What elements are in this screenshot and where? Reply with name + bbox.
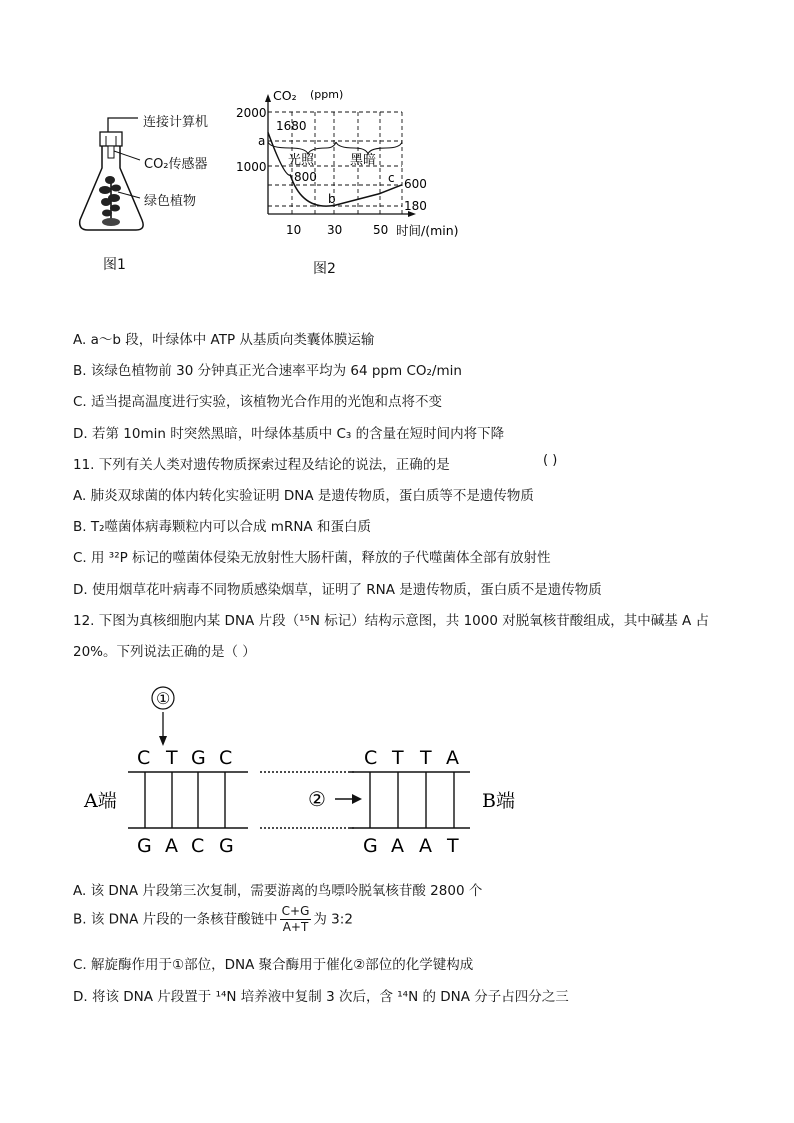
- q12-option-d: D. 将该 DNA 片段置于 ¹⁴N 培养液中复制 3 次后，含 ¹⁴N 的 DNA 分子占四分之三: [73, 989, 569, 1005]
- point-a-label: a: [258, 134, 266, 148]
- point-c-label: c: [388, 171, 395, 185]
- y-axis-label: CO₂: [273, 88, 297, 103]
- dna-left-end: A端: [84, 790, 117, 812]
- q11-option-d: D. 使用烟草花叶病毒不同物质感染烟草，证明了 RNA 是遗传物质，蛋白质不是遗传物质: [73, 582, 602, 598]
- q12-option-c: C. 解旋酶作用于①部位，DNA 聚合酶用于催化②部位的化学键构成: [73, 957, 474, 973]
- figure-2-chart: [230, 82, 470, 252]
- base-bottom-right-1: G: [363, 835, 378, 857]
- point-b-label: b: [328, 192, 336, 206]
- base-bottom-left-4: G: [219, 835, 234, 857]
- q11-stem: 11. 下列有关人类对遗传物质探索过程及结论的说法，正确的是: [73, 457, 450, 473]
- figure-1-caption: 图1: [103, 257, 126, 273]
- base-top-left-2: T: [166, 747, 178, 769]
- dna-right-end: B端: [482, 790, 515, 812]
- base-top-left-1: C: [137, 747, 151, 769]
- x-tick-30: 30: [327, 223, 343, 237]
- q10-option-d: D. 若第 10min 时突然黑暗，叶绿体基质中 C₃ 的含量在短时间内将下降: [73, 426, 505, 442]
- y-tick-2000: 2000: [236, 106, 267, 120]
- value-800: 800: [294, 170, 317, 184]
- marker-2: ②: [308, 787, 326, 811]
- x-axis-label: 时间/(min): [396, 223, 459, 238]
- value-1680: 1680: [276, 119, 307, 133]
- dna-structure-diagram: [80, 680, 540, 865]
- q11-answer-bracket: ( ): [543, 453, 558, 468]
- base-bottom-right-2: A: [391, 835, 404, 857]
- x-tick-10: 10: [286, 223, 302, 237]
- fraction-numerator: C+G: [281, 904, 310, 918]
- base-top-left-4: C: [219, 747, 233, 769]
- q12-stem-line1: 12. 下图为真核细胞内某 DNA 片段（¹⁵N 标记）结构示意图，共 1000 对脱氧核苷酸组成，其中碱基 A 占: [73, 613, 710, 629]
- value-180: 180: [404, 199, 427, 213]
- q12-option-b: [73, 904, 353, 935]
- q12-stem-line2: 20%。下列说法正确的是（ ）: [73, 644, 256, 660]
- q11-option-b: B. T₂噬菌体病毒颗粒内可以合成 mRNA 和蛋白质: [73, 519, 371, 535]
- base-top-left-3: G: [191, 747, 206, 769]
- q12-option-b-fraction: [280, 904, 312, 935]
- q11-option-c: C. 用 ³²P 标记的噬菌体侵染无放射性大肠杆菌，释放的子代噬菌体全部有放射性: [73, 550, 551, 566]
- phase-dark-label: 黑暗: [350, 153, 377, 168]
- figure-1-flask: [70, 110, 240, 245]
- marker-1: ①: [156, 689, 171, 708]
- base-top-right-3: T: [420, 747, 432, 769]
- value-600: 600: [404, 177, 427, 191]
- q10-option-c: C. 适当提高温度进行实验，该植物光合作用的光饱和点将不变: [73, 394, 443, 410]
- q12-option-b-suffix: 为 3:2: [313, 911, 353, 928]
- base-top-right-1: C: [364, 747, 378, 769]
- label-computer: 连接计算机: [143, 115, 209, 130]
- q10-option-b: B. 该绿色植物前 30 分钟真正光合速率平均为 64 ppm CO₂/min: [73, 363, 462, 379]
- figure-2-caption: 图2: [313, 261, 336, 277]
- phase-light-label: 光照: [288, 153, 315, 168]
- y-unit-label: (ppm): [310, 88, 344, 101]
- base-top-right-4: A: [446, 747, 459, 769]
- q12-option-a: A. 该 DNA 片段第三次复制，需要游离的鸟嘌呤脱氧核苷酸 2800 个: [73, 883, 483, 899]
- q10-option-a: A. a～b 段，叶绿体中 ATP 从基质向类囊体膜运输: [73, 332, 375, 348]
- plant-icon: [99, 176, 121, 226]
- base-top-right-2: T: [392, 747, 404, 769]
- base-bottom-left-2: A: [165, 835, 178, 857]
- y-tick-1000: 1000: [236, 160, 267, 174]
- fraction-denominator: A+T: [282, 920, 309, 934]
- label-co2-sensor: CO₂传感器: [144, 157, 208, 172]
- q12-option-b-prefix: B. 该 DNA 片段的一条核苷酸链中: [73, 911, 278, 928]
- base-bottom-left-1: G: [137, 835, 152, 857]
- base-bottom-right-3: A: [419, 835, 432, 857]
- x-tick-50: 50: [373, 223, 389, 237]
- q11-option-a: A. 肺炎双球菌的体内转化实验证明 DNA 是遗传物质，蛋白质等不是遗传物质: [73, 488, 534, 504]
- base-bottom-right-4: T: [447, 835, 459, 857]
- base-bottom-left-3: C: [191, 835, 205, 857]
- label-green-plant: 绿色植物: [144, 194, 197, 209]
